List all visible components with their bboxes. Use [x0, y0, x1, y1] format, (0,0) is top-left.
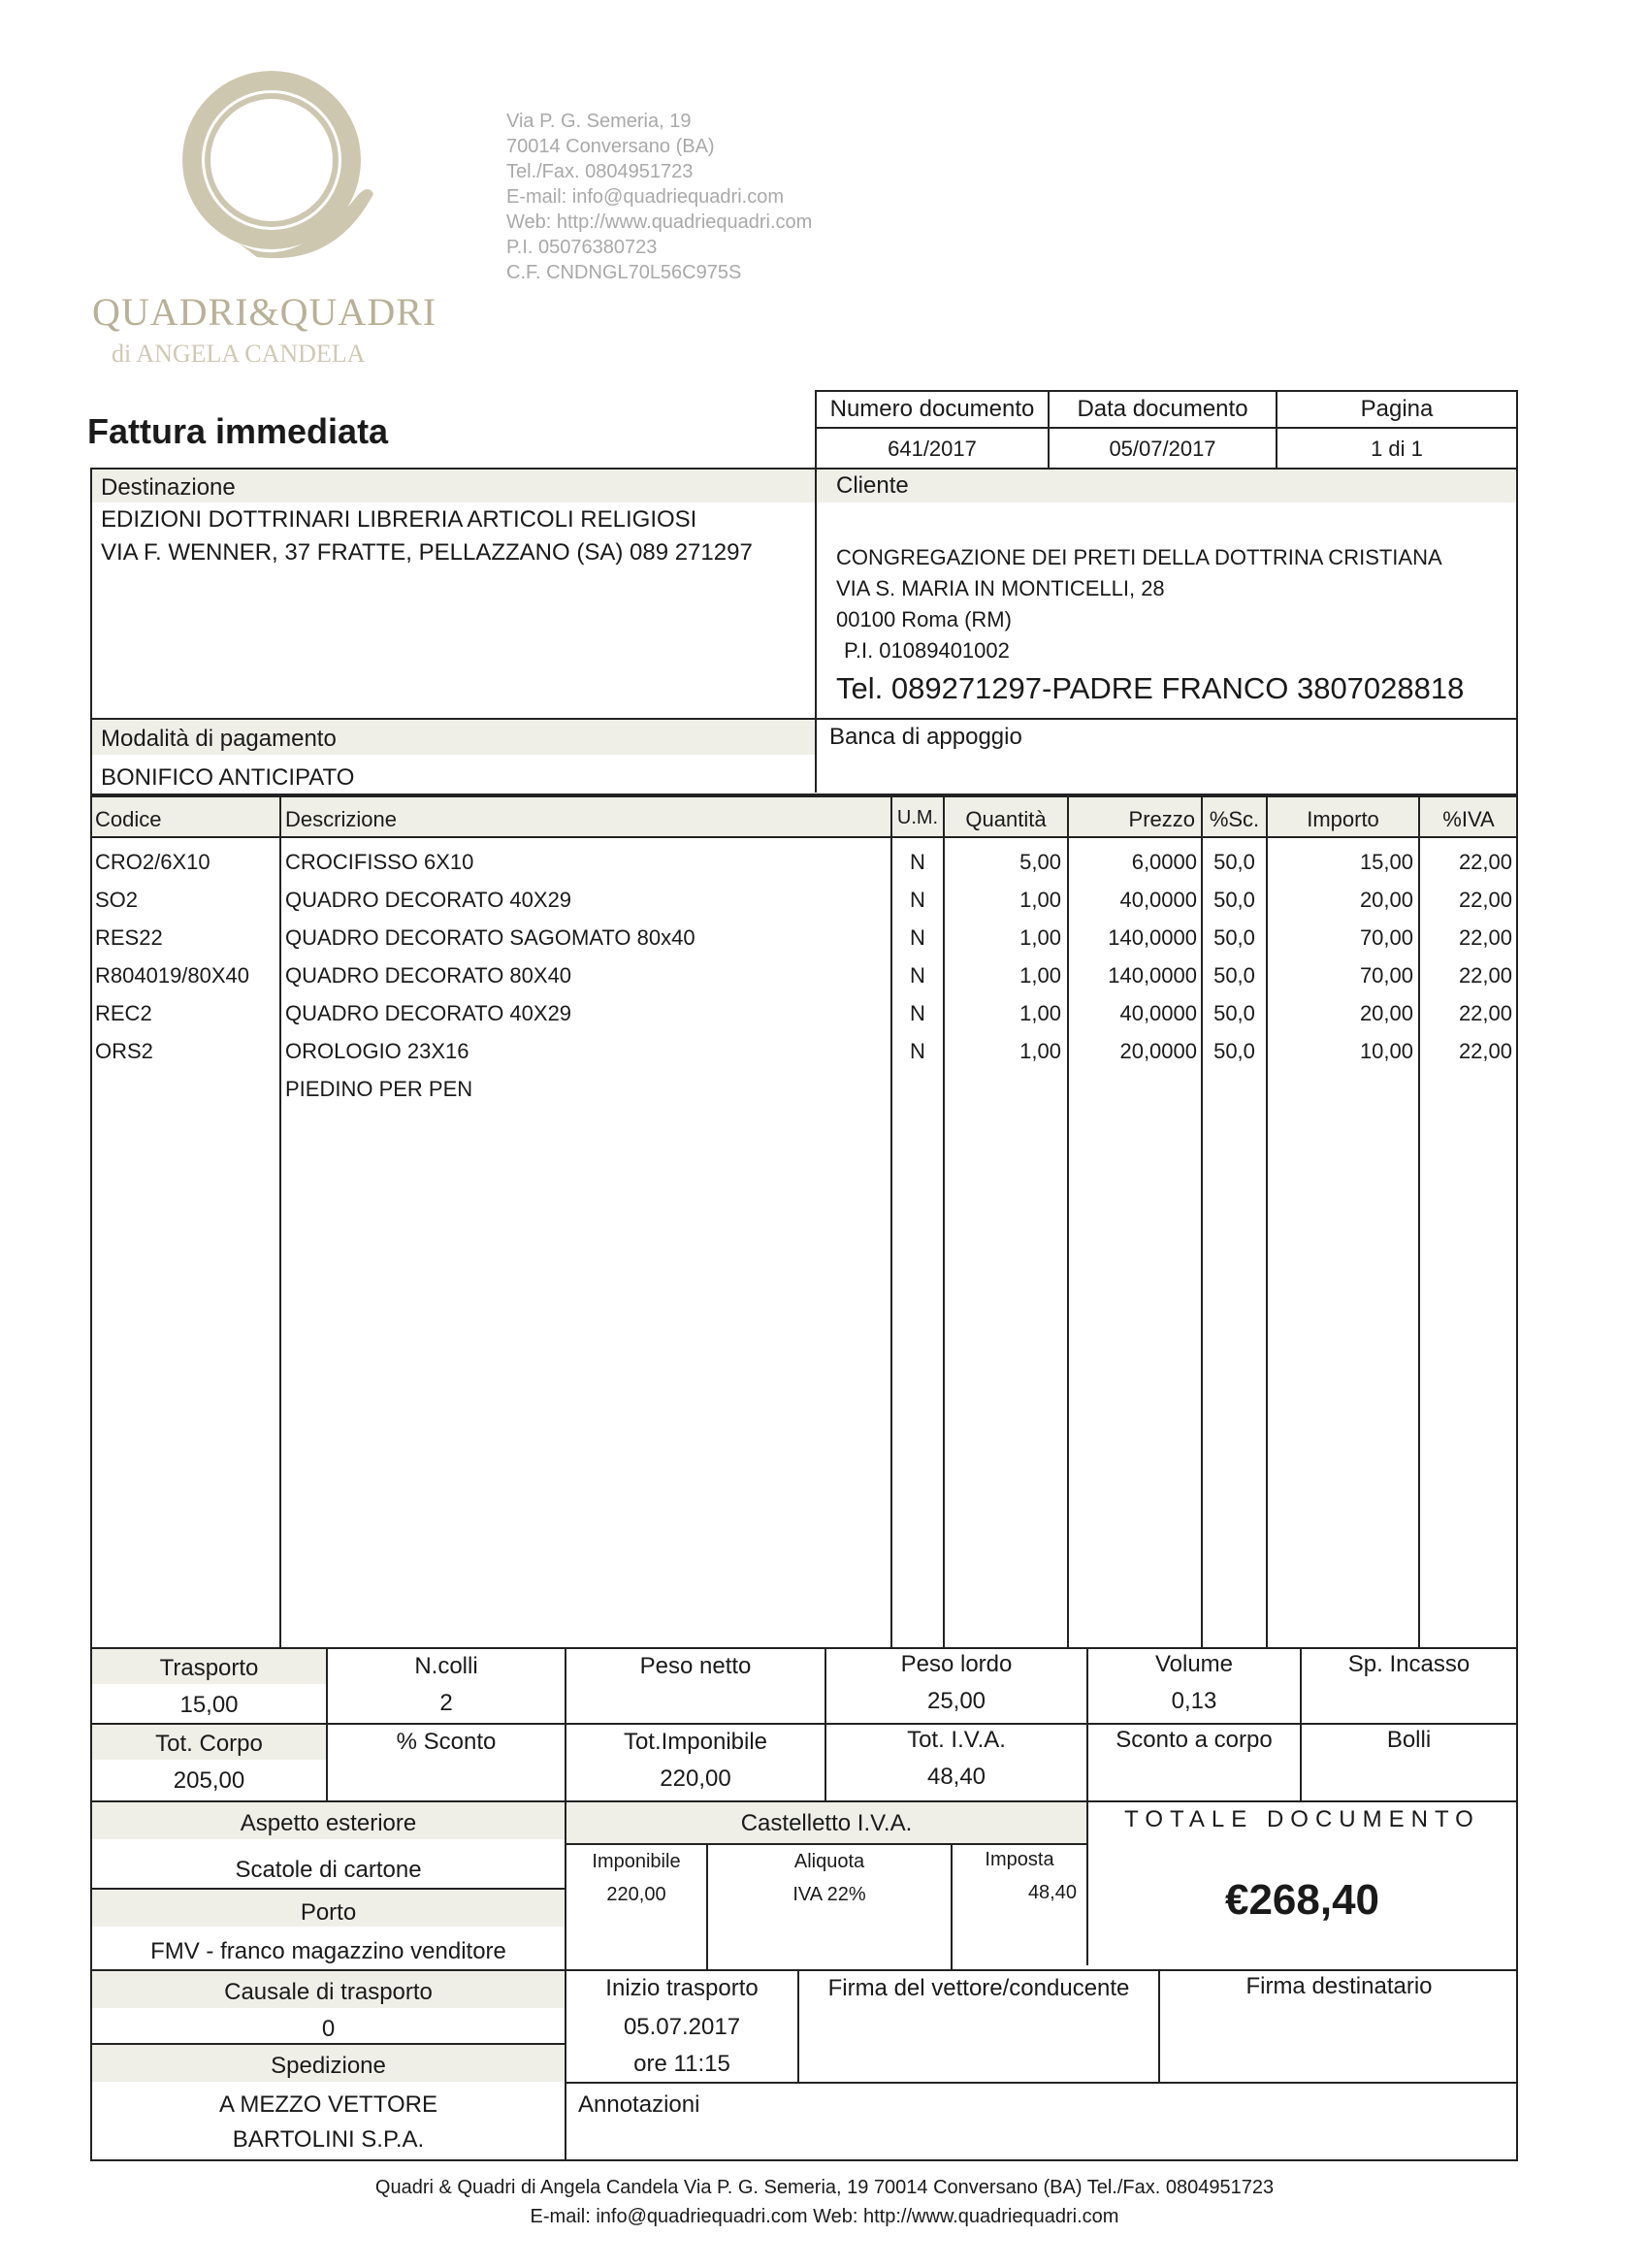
ncolli-value: 2 [439, 1690, 453, 1716]
porto-value: FMV - franco magazzino venditore [150, 1938, 506, 1964]
item-um: N [910, 1001, 925, 1025]
annotazioni-label: Annotazioni [578, 2091, 700, 2118]
item-amount: 70,00 [1359, 963, 1413, 988]
aspetto-label: Aspetto esteriore [240, 1810, 417, 1836]
ncolli-label: N.colli [414, 1653, 478, 1679]
incasso-label: Sp. Incasso [1347, 1651, 1471, 1677]
doc-number-label: Numero documento [829, 396, 1035, 422]
item-vat: 22,00 [1458, 850, 1512, 874]
company-address [506, 109, 812, 285]
col-header-price: Prezzo [1128, 807, 1195, 831]
payment-value: BONIFICO ANTICIPATO [101, 764, 355, 791]
item-vat: 22,00 [1458, 925, 1512, 950]
item-discount: 50,0 [1213, 888, 1255, 912]
tot-corpo-value: 205,00 [173, 1767, 245, 1794]
item-code: RES22 [95, 925, 163, 950]
sconto-label: % Sconto [396, 1729, 497, 1755]
payment-label: Modalità di pagamento [101, 726, 337, 752]
item-code: CRO2/6X10 [95, 850, 210, 874]
destination-line1: EDIZIONI DOTTRINARI LIBRERIA ARTICOLI RELIGIOSI [101, 506, 697, 533]
doc-number: 641/2017 [888, 437, 977, 461]
doc-page-label: Pagina [1360, 396, 1434, 422]
doc-page: 1 di 1 [1371, 437, 1423, 461]
client-line4: P.I. 01089401002 [844, 638, 1010, 663]
sconto-corpo-label: Sconto a corpo [1116, 1727, 1273, 1753]
iva-label: Tot. I.V.A. [907, 1727, 1006, 1753]
item-description: CROCIFISSO 6X10 [285, 850, 474, 874]
client-line2: VIA S. MARIA IN MONTICELLI, 28 [836, 576, 1165, 600]
item-code: ORS2 [95, 1039, 153, 1063]
spedizione-label: Spedizione [271, 2053, 386, 2079]
address-line: E-mail: info@quadriequadri.com [506, 186, 784, 208]
item-description: QUADRO DECORATO SAGOMATO 80x40 [285, 925, 695, 950]
firma-destinatario-label: Firma destinatario [1245, 1973, 1433, 1999]
inizio-date: 05.07.2017 [623, 2014, 741, 2040]
address-line: 70014 Conversano (BA) [506, 136, 715, 157]
company-logo [92, 58, 437, 378]
item-vat: 22,00 [1458, 963, 1512, 988]
item-price: 20,0000 [1119, 1039, 1197, 1063]
item-vat: 22,00 [1458, 888, 1512, 912]
client-label: Cliente [836, 472, 909, 499]
item-um: N [910, 850, 925, 874]
doc-date: 05/07/2017 [1109, 437, 1216, 461]
firma-vettore-label: Firma del vettore/conducente [827, 1975, 1130, 2001]
item-code: REC2 [95, 1001, 152, 1025]
item-description: PIEDINO PER PEN [285, 1077, 473, 1101]
volume-value: 0,13 [1171, 1688, 1217, 1714]
peso-netto-label: Peso netto [639, 1653, 752, 1679]
inizio-time: ore 11:15 [633, 2051, 730, 2077]
col-header-code: Codice [95, 807, 162, 831]
col-header-quantity: Quantità [965, 807, 1047, 831]
porto-label: Porto [300, 1899, 357, 1926]
items-table [90, 795, 1518, 1649]
spedizione-line1: A MEZZO VETTORE [219, 2091, 437, 2118]
imponibile-label: Tot.Imponibile [623, 1729, 768, 1755]
item-discount: 50,0 [1213, 1001, 1255, 1025]
logo-subtitle: di ANGELA CANDELA [112, 340, 366, 368]
col-header-um: U.M. [896, 807, 939, 828]
item-quantity: 1,00 [1019, 963, 1061, 988]
logo-q-icon [92, 58, 432, 291]
bank-label: Banca di appoggio [829, 724, 1022, 750]
item-price: 6,0000 [1131, 850, 1197, 874]
item-description: QUADRO DECORATO 40X29 [285, 888, 572, 912]
address-line: Tel./Fax. 0804951723 [506, 161, 694, 182]
item-amount: 70,00 [1359, 925, 1413, 950]
item-amount: 15,00 [1359, 850, 1413, 874]
causale-value: 0 [321, 2016, 336, 2042]
address-line: Web: http://www.quadriequadri.com [506, 211, 813, 233]
item-discount: 50,0 [1213, 1039, 1255, 1063]
item-price: 140,0000 [1108, 925, 1197, 950]
item-amount: 10,00 [1359, 1039, 1413, 1063]
totale-label: TOTALE DOCUMENTO [1124, 1806, 1480, 1832]
peso-lordo-label: Peso lordo [900, 1651, 1013, 1677]
iva-value: 48,40 [926, 1764, 986, 1790]
page-footer-line1: Quadri & Quadri di Angela Candela Via P. G. Semeria, 19 70014 Conversano (BA) Tel./Fax. 0804951723 [374, 2177, 1275, 2198]
volume-label: Volume [1154, 1651, 1234, 1677]
item-um: N [910, 925, 925, 950]
col-header-amount: Importo [1307, 807, 1379, 831]
item-vat: 22,00 [1458, 1039, 1512, 1063]
document-title: Fattura immediata [87, 411, 389, 451]
bolli-label: Bolli [1386, 1727, 1432, 1753]
spedizione-line2: BARTOLINI S.P.A. [232, 2126, 425, 2153]
item-quantity: 1,00 [1019, 1001, 1061, 1025]
item-code: R804019/80X40 [95, 963, 250, 988]
peso-lordo-value: 25,00 [926, 1688, 986, 1714]
imponibile-value: 220,00 [660, 1766, 731, 1792]
client-line1: CONGREGAZIONE DEI PRETI DELLA DOTTRINA CRISTIANA [836, 545, 1442, 569]
item-code: SO2 [95, 888, 139, 912]
item-um: N [910, 1039, 925, 1063]
cast-aliquota-label: Aliquota [793, 1851, 865, 1872]
item-price: 140,0000 [1108, 963, 1197, 988]
causale-label: Causale di trasporto [224, 1979, 433, 2005]
logo-name: QUADRI&QUADRI [92, 290, 437, 334]
item-vat: 22,00 [1458, 1001, 1512, 1025]
cast-imposta-value: 48,40 [1027, 1882, 1077, 1903]
tot-corpo-label: Tot. Corpo [155, 1731, 263, 1757]
col-header-vat: %IVA [1442, 807, 1495, 831]
address-line: C.F. CNDNGL70L56C975S [506, 262, 742, 283]
cast-imponibile-label: Imponibile [592, 1851, 681, 1872]
address-line: P.I. 05076380723 [506, 237, 658, 258]
item-quantity: 1,00 [1019, 1039, 1061, 1063]
item-description: OROLOGIO 23X16 [285, 1039, 469, 1063]
item-description: QUADRO DECORATO 40X29 [285, 1001, 572, 1025]
address-line: Via P. G. Semeria, 19 [506, 111, 692, 132]
item-um: N [910, 888, 925, 912]
trasporto-value: 15,00 [179, 1692, 239, 1718]
item-amount: 20,00 [1359, 1001, 1413, 1025]
item-quantity: 1,00 [1019, 925, 1061, 950]
col-header-description: Descrizione [285, 807, 397, 831]
cast-imposta-label: Imposta [985, 1849, 1054, 1870]
page-footer-line2: E-mail: info@quadriequadri.com Web: http://www.quadriequadri.com [530, 2206, 1119, 2227]
inizio-label: Inizio trasporto [605, 1975, 759, 2001]
item-amount: 20,00 [1359, 888, 1413, 912]
cast-imponibile-value: 220,00 [606, 1884, 666, 1905]
item-discount: 50,0 [1213, 963, 1255, 988]
doc-date-label: Data documento [1077, 396, 1248, 422]
cast-aliquota-value: IVA 22% [792, 1884, 866, 1905]
item-price: 40,0000 [1119, 1001, 1197, 1025]
item-quantity: 1,00 [1019, 888, 1061, 912]
client-tel: Tel. 089271297-PADRE FRANCO 3807028818 [836, 671, 1465, 705]
castelletto-label: Castelletto I.V.A. [740, 1810, 913, 1836]
aspetto-value: Scatole di cartone [235, 1857, 422, 1883]
item-um: N [910, 963, 925, 988]
item-price: 40,0000 [1119, 888, 1197, 912]
item-quantity: 5,00 [1019, 850, 1061, 874]
trasporto-label: Trasporto [159, 1655, 259, 1681]
destination-label: Destinazione [101, 474, 236, 501]
col-header-discount: %Sc. [1209, 807, 1260, 831]
item-description: QUADRO DECORATO 80X40 [285, 963, 572, 988]
item-discount: 50,0 [1213, 925, 1255, 950]
destination-line2: VIA F. WENNER, 37 FRATTE, PELLAZZANO (SA) 089 271297 [101, 539, 753, 566]
item-discount: 50,0 [1213, 850, 1255, 874]
totale-value: €268,40 [1224, 1876, 1380, 1924]
client-line3: 00100 Roma (RM) [836, 607, 1012, 632]
